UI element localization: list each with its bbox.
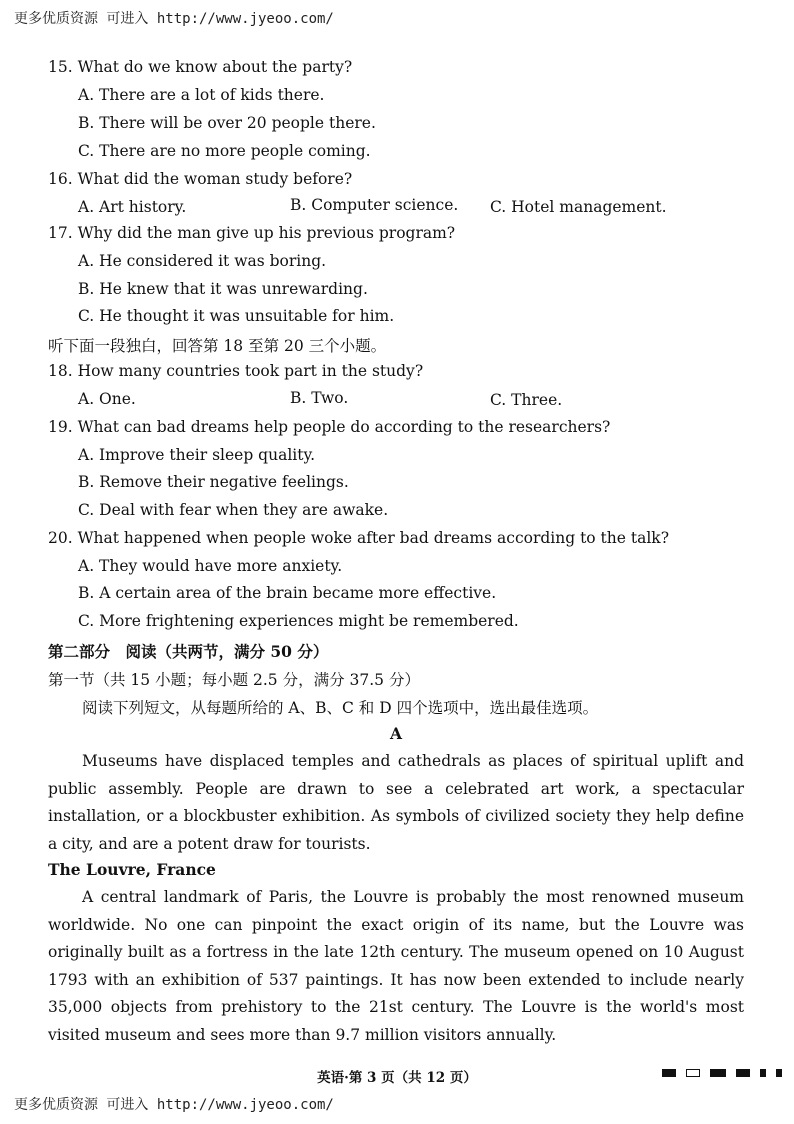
instruction-18-20: 听下面一段独白，回答第 18 至第 20 三个小题。	[48, 337, 387, 355]
question-20-option-c: C. More frightening experiences might be remembered.	[78, 612, 519, 630]
mark-filled	[710, 1069, 726, 1077]
part-two-title: 第二部分 阅读（共两节，满分 50 分）	[48, 642, 329, 661]
mark-filled	[736, 1069, 750, 1077]
passage-paragraph-intro: Museums have displaced temples and cathedrals as places of spiritual uplift and public assembly. People are drawn to see a celebrated art work, a spectacular installation, or a blockbuster exhibition. As symbols of civilized society they help define a city, and are a potent draw for tourists.	[48, 752, 744, 853]
question-15-option-a: A. There are a lot of kids there.	[78, 86, 325, 104]
mark-filled	[760, 1069, 766, 1077]
question-17-option-b: B. He knew that it was unrewarding.	[78, 280, 368, 298]
footer-link-text: 更多优质资源 可进入 http://www.jyeoo.com/	[14, 1097, 334, 1113]
section-one-title: 第一节（共 15 小题；每小题 2.5 分，满分 37.5 分）	[48, 671, 420, 689]
mark-hollow	[686, 1069, 700, 1077]
question-19-option-c: C. Deal with fear when they are awake.	[78, 501, 389, 519]
question-17-option-c: C. He thought it was unsuitable for him.	[78, 307, 395, 325]
question-17-option-a: A. He considered it was boring.	[78, 252, 327, 270]
question-16-option-c: C. Hotel management.	[490, 198, 667, 216]
question-15-option-b: B. There will be over 20 people there.	[78, 114, 376, 132]
reading-instruction: 阅读下列短文，从每题所给的 A、B、C 和 D 四个选项中，选出最佳选项。	[82, 699, 599, 717]
question-17-stem: 17. Why did the man give up his previous program?	[48, 224, 456, 242]
question-18-option-a: A. One.	[78, 390, 136, 408]
passage-label: A	[389, 724, 403, 743]
question-18-stem: 18. How many countries took part in the study?	[48, 362, 424, 380]
registration-marks	[662, 1069, 782, 1077]
question-18-option-b: B. Two.	[290, 389, 349, 407]
page-number: 英语·第 3 页（共 12 页）	[317, 1070, 477, 1086]
question-16-stem: 16. What did the woman study before?	[48, 170, 353, 188]
question-18-option-c: C. Three.	[490, 391, 563, 409]
mark-filled	[662, 1069, 676, 1077]
question-20-option-a: A. They would have more anxiety.	[78, 557, 343, 575]
question-15-option-c: C. There are no more people coming.	[78, 142, 371, 160]
question-20-stem: 20. What happened when people woke after bad dreams according to the talk?	[48, 529, 669, 547]
question-19-option-a: A. Improve their sleep quality.	[78, 446, 316, 464]
question-16-option-a: A. Art history.	[78, 198, 187, 216]
louvre-heading: The Louvre, France	[48, 860, 216, 879]
question-19-stem: 19. What can bad dreams help people do according to the researchers?	[48, 418, 611, 436]
mark-filled	[776, 1069, 782, 1077]
passage-paragraph-louvre: A central landmark of Paris, the Louvre is probably the most renowned museum worldwide. No one can pinpoint the exact origin of its name, but the Louvre was originally built as a fortress in the late 12th century. The museum opened on 10 August 1793 with an exhibition of 537 paintings. It has now been extended to include nearly 35,000 objects from prehistory to the 21st century. The Louvre is the world's most visited museum and sees more than 9.7 million visitors annually.	[48, 888, 744, 1044]
question-16-option-b: B. Computer science.	[290, 196, 459, 214]
question-15-stem: 15. What do we know about the party?	[48, 58, 353, 76]
question-19-option-b: B. Remove their negative feelings.	[78, 473, 349, 491]
header-link-text: 更多优质资源 可进入 http://www.jyeoo.com/	[14, 11, 334, 27]
question-20-option-b: B. A certain area of the brain became more effective.	[78, 584, 497, 602]
